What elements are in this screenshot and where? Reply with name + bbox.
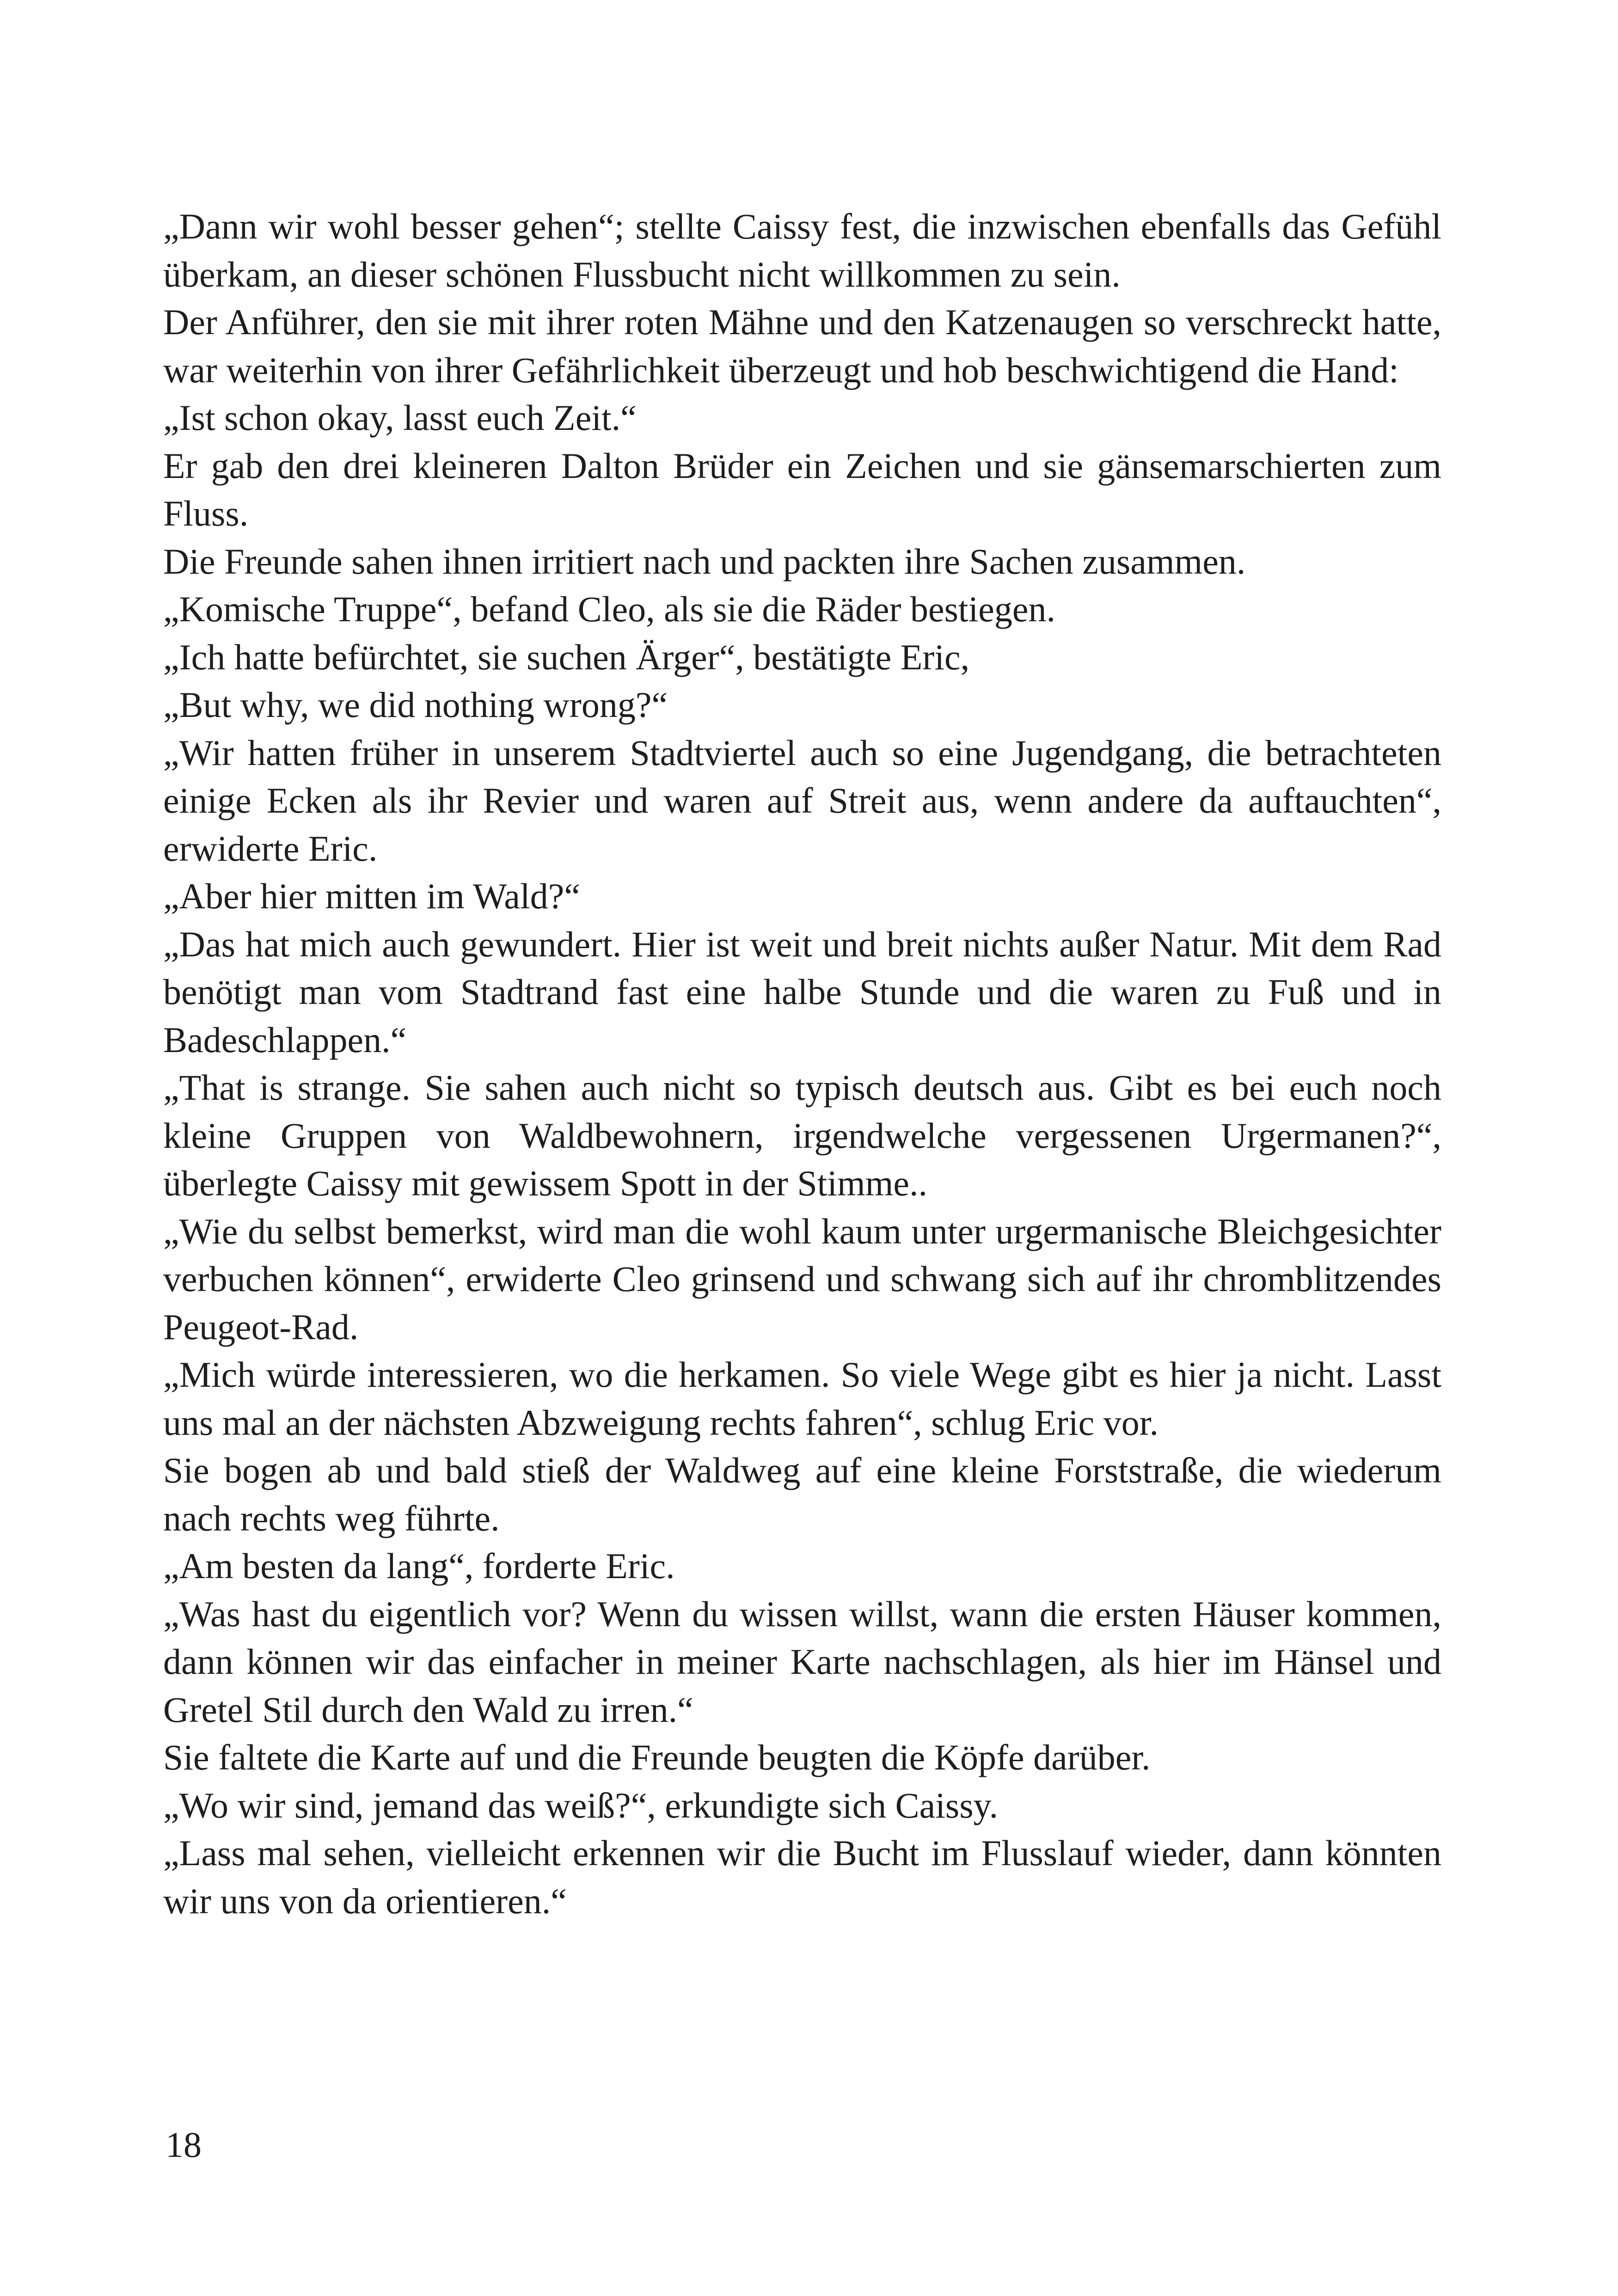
paragraph: „Was hast du eigentlich vor? Wenn du wissen willst, wann die ersten Häuser kommen, dann können wir das einfacher in meiner Karte nachschlagen, als hier im Hänsel und Gretel Stil durch den Wald zu irren.“ [163,1593,1441,1730]
paragraph: „Aber hier mitten im Wald?“ [163,876,580,916]
paragraph: „Wie du selbst bemerkst, wird man die wohl kaum unter urgermanische Bleichgesichter verbuchen können“, erwiderte Cleo grinsend und schwang sich auf ihr chromblitzendes Peugeot-Rad. [163,1211,1441,1347]
page-number: 18 [165,2125,202,2165]
paragraph: „Komische Truppe“, befand Cleo, als sie die Räder bestiegen. [163,589,1056,629]
paragraph: „Ich hatte befürchtet, sie suchen Ärger“, bestätigte Eric, [163,637,970,677]
paragraph: „But why, we did nothing wrong?“ [163,685,668,725]
paragraph: „That is strange. Sie sahen auch nicht so typisch deutsch aus. Gibt es bei euch noch kleine Gruppen von Waldbewohnern, irgendwelche vergessenen Urgermanen?“, überlegte Caissy mit gewissem Spott in der Stimme.. [163,1067,1441,1203]
paragraph: „Ist schon okay, lasst euch Zeit.“ [163,398,637,438]
paragraph: Die Freunde sahen ihnen irritiert nach und packten ihre Sachen zusammen. [163,541,1246,582]
paragraph: „Wo wir sind, jemand das weiß?“, erkundigte sich Caissy. [163,1785,999,1825]
body-text [163,202,1441,1925]
paragraph: „Am besten da lang“, forderte Eric. [163,1546,675,1586]
paragraph: „Das hat mich auch gewundert. Hier ist weit und breit nichts außer Natur. Mit dem Rad benötigt man vom Stadtrand fast eine halbe Stunde und die waren zu Fuß und in Badeschlappen.“ [163,924,1441,1060]
paragraph: „Mich würde interessieren, wo die herkamen. So viele Wege gibt es hier ja nicht. Lasst uns mal an der nächsten Abzweigung rechts fahren“, schlug Eric vor. [163,1354,1441,1443]
paragraph: Er gab den drei kleineren Dalton Brüder ein Zeichen und sie gänsemarschierten zum Fluss. [163,445,1441,533]
paragraph: „Dann wir wohl besser gehen“; stellte Caissy fest, die inzwischen ebenfalls das Gefühl überkam, an dieser schönen Flussbucht nicht willkommen zu sein. [163,206,1441,294]
paragraph: Sie faltete die Karte auf und die Freunde beugten die Köpfe darüber. [163,1737,1151,1777]
paragraph: Der Anführer, den sie mit ihrer roten Mähne und den Katzenaugen so verschreckt hatte, war weiterhin von ihrer Gefährlichkeit überzeugt und hob beschwichtigend die Hand: [163,302,1441,390]
paragraph: „Wir hatten früher in unserem Stadtviertel auch so eine Jugendgang, die betrachteten einige Ecken als ihr Revier und waren auf Streit aus, wenn andere da auftauchten“, erwiderte Eric. [163,732,1441,869]
paragraph: „Lass mal sehen, vielleicht erkennen wir die Bucht im Flusslauf wieder, dann könnten wir uns von da orientieren.“ [163,1833,1441,1921]
paragraph: Sie bogen ab und bald stieß der Waldweg auf eine kleine Forststraße, die wiederum nach rechts weg führte. [163,1450,1441,1538]
